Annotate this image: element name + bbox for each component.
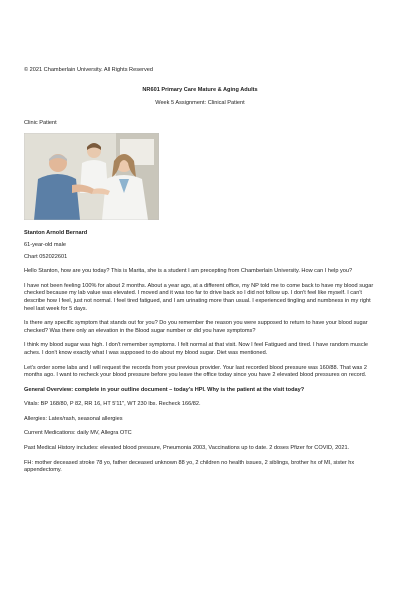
family-history: FH: mother deceased stroke 78 yo, father deceased unknown 88 yo, 2 children no health issues, 2 siblings, brother hx of MI, sister hx appendectomy. [24,459,355,474]
current-medications: Current Medications: daily MV, Allegra OTC [24,430,132,437]
patient-name: Stanton Arnold Bernard [24,230,88,237]
patient-age-sex: 61-year-old male [24,241,66,248]
patient-chart-number: Chart 052022601 [24,253,68,260]
past-medical-history: Past Medical History includes: elevated blood pressure, Pneumonia 2003, Vaccinations up to date. 2 doses Pfizer for COVID, 2021. [24,445,350,452]
dialogue-patient-response: I think my blood sugar was high. I don't remember symptoms. I felt normal at that visit. Now I feel Fatigued and tired. I have random muscle aches. I don't know exactly what I was supposed to do about my blood sugar. Diet was mentioned. [24,342,368,356]
assignment-title: Week 5 Assignment: Clinical Patient [155,100,245,107]
course-title: NR601 Primary Care Mature & Aging Adults [142,86,258,93]
clinic-photo-icon [24,133,159,220]
dialogue-provider-plan: Let's order some labs and I will request the records from your previous provider. Your last recorded blood pressure was 160/88. That was 2 months ago. I want to recheck your blood pressure before you leave the office today since you have 2 elevated blood pressures on record. [24,364,367,379]
dialogue-provider-greeting: Hello Stanton, how are you today? This is Marita, she is a student I am precepting from Chamberlain University. How can I help you? [24,268,353,275]
vitals: Vitals: BP 168/80, P 82, RR 16, HT 5'11", WT 230 lbs. Recheck 166/82. [24,401,201,408]
clinic-patient-label: Clinic Patient [24,119,57,126]
general-overview-prompt: General Overview: complete in your outline document – today's HPI. Why is the patient at the visit today? [24,386,305,393]
dialogue-provider-questions: Is there any specific symptom that stands out for you? Do you remember the reason you were supposed to return to have your blood sugar checked? Was there only an elevation in the Blood sugar number or did you have symptoms? [24,320,368,334]
copyright-notice: © 2021 Chamberlain University. All Rights Reserved [24,67,153,73]
allergies: Allergies: Latex/rash, seasonal allergies [24,415,123,422]
dialogue-patient-complaint: I have not been feeling 100% for about 2 months. About a year ago, at a different office, my NP told me to come back to have my blood sugar checked because my lab value was elevated. I moved and it was too far to drive back so I did not follow up. I don't feel like myself. I can't describe how I feel, just not normal. I feel tired fatigued, and I am urinating more than usual. I experienced tingling and numbness in my right heel last week for 5 days. [24,282,374,312]
